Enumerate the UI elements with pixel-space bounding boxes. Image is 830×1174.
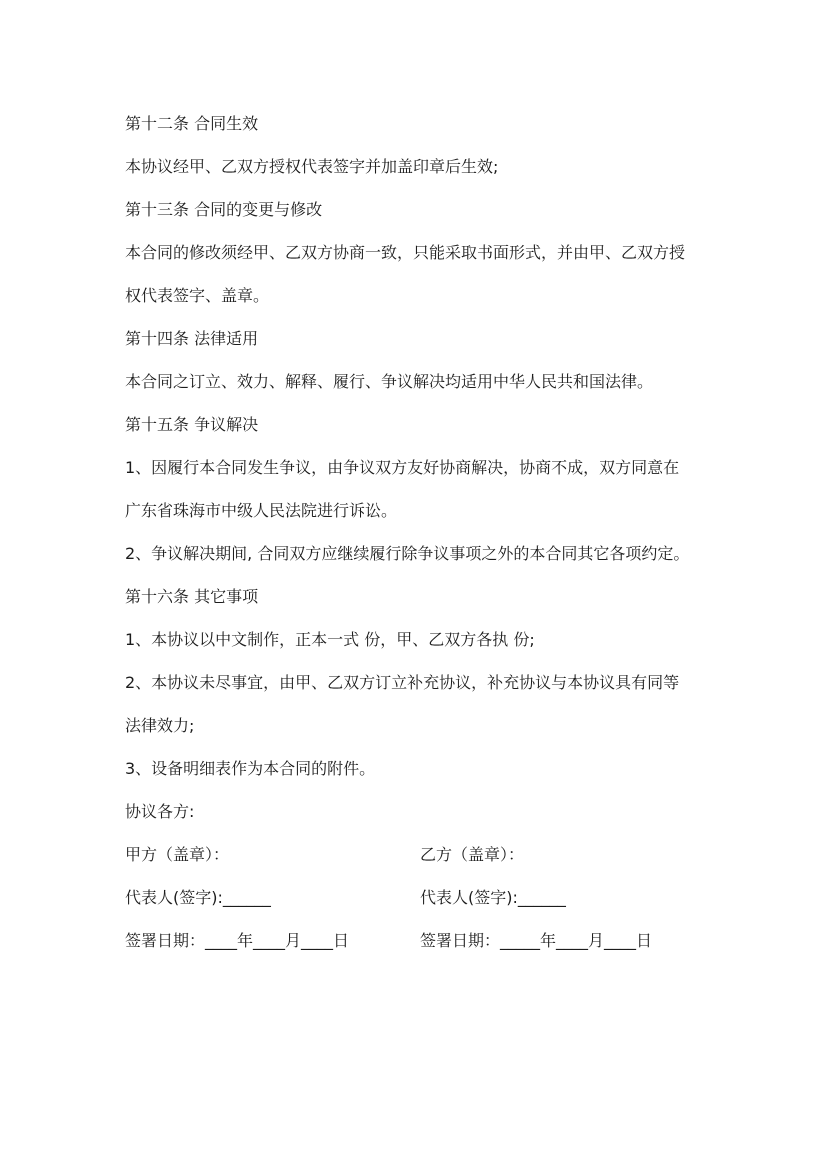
party-b-seal: 乙方（盖章）： [420,845,525,864]
article-13-heading: 第十三条 合同的变更与修改 [125,200,323,219]
article-12-text: 本协议经甲、乙双方授权代表签字并加盖印章后生效; [125,157,499,176]
party-b-date: 签署日期：_____年____月____日 [420,931,653,950]
article-13-text-line-2: 权代表签字、盖章。 [125,286,270,305]
article-15-item-2: 2、争议解决期间, 合同双方应继续履行除争议事项之外的本合同其它各项约定。 [125,544,690,563]
party-b-representative: 代表人(签字):______ [420,888,566,907]
parties-heading: 协议各方: [125,802,195,821]
article-15-heading: 第十五条 争议解决 [125,415,259,434]
article-16-heading: 第十六条 其它事项 [125,587,259,606]
article-15-item-1-line-2: 广东省珠海市中级人民法院进行诉讼。 [125,501,398,520]
article-14-text: 本合同之订立、效力、解释、履行、争议解决均适用中华人民共和国法律。 [125,372,654,391]
article-13-text-line-1: 本合同的修改须经甲、乙双方协商一致，只能采取书面形式，并由甲、乙双方授 [125,243,686,262]
article-16-item-2-line-1: 2、本协议未尽事宜，由甲、乙双方订立补充协议，补充协议与本协议具有同等 [125,673,680,692]
article-15-item-1-line-1: 1、因履行本合同发生争议，由争议双方友好协商解决，协商不成，双方同意在 [125,458,680,477]
article-14-heading: 第十四条 法律适用 [125,329,259,348]
article-16-item-3: 3、设备明细表作为本合同的附件。 [125,759,376,778]
party-a-date: 签署日期：____年____月____日 [125,931,350,950]
party-a-seal: 甲方（盖章）： [125,845,230,864]
article-16-item-1: 1、本协议以中文制作，正本一式 份，甲、乙双方各执 份; [125,630,535,649]
article-16-item-2-line-2: 法律效力; [125,716,195,735]
article-12-heading: 第十二条 合同生效 [125,114,259,133]
party-a-representative: 代表人(签字):______ [125,888,271,907]
